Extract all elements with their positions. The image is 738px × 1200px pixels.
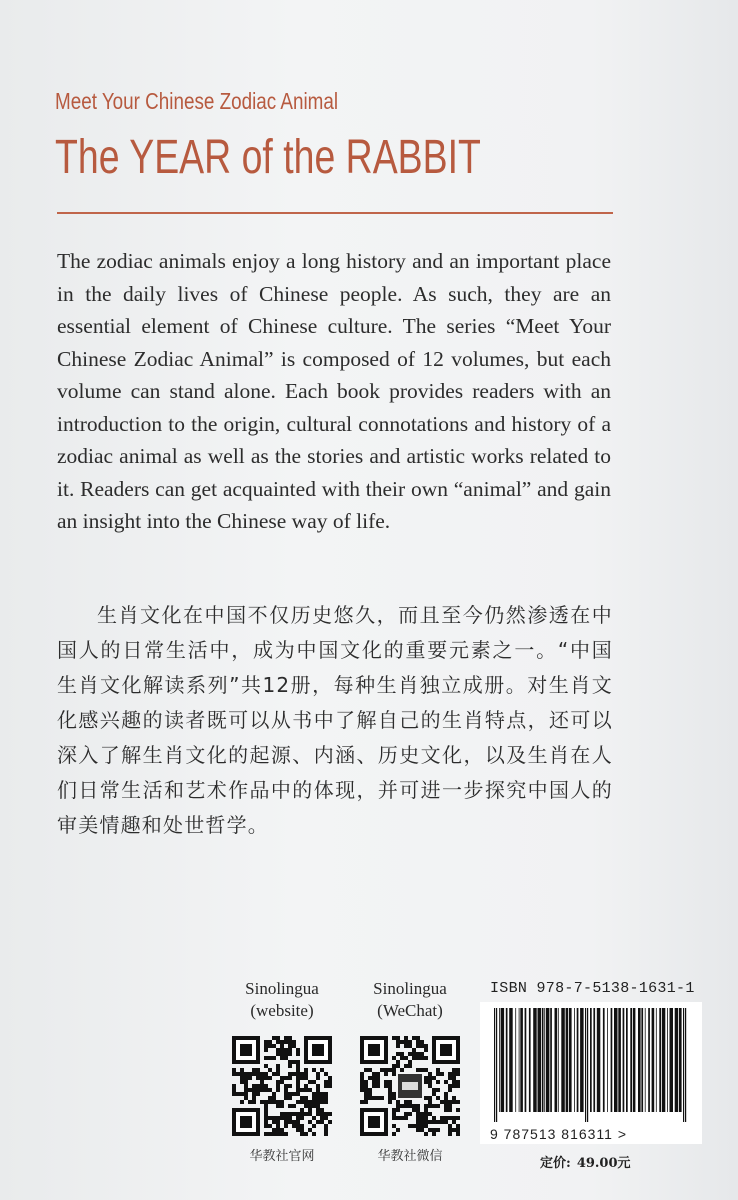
isbn-number: ISBN 978-7-5138-1631-1 [490,980,695,997]
barcode-area [480,1002,702,1144]
qr-wechat-sub: (WeChat) [377,1001,443,1020]
qr-wechat-name: Sinolingua [373,979,447,998]
title-divider [57,212,613,214]
qr-website-sub: (website) [250,1001,314,1020]
price-label: 定价: [540,1156,571,1171]
qr-website-name: Sinolingua [245,979,319,998]
english-description: The zodiac animals enjoy a long history and an important place in the daily lives of Chinese people. As such, they are an essential element of Chinese culture. The series “Meet Your Chinese Zodiac Animal” is composed of 12 volumes, but each volume can stand alone. Each book provides readers with an introduction to the origin, cultural connotations and history of a zodiac animal as well as the stories and artistic works related to it. Readers can get acquainted with their own “animal” and gain an insight into the Chinese way of life. [57,249,611,533]
qr-website-caption: 华教社官网 [249,1149,315,1164]
price-value: 49.00元 [576,1156,631,1171]
book-title: The YEAR of the RABBIT [55,131,481,184]
qr-code-icon [232,1036,332,1136]
qr-wechat-caption: 华教社微信 [377,1149,443,1164]
qr-block-website [222,978,342,1168]
barcode-icon [480,1002,702,1124]
qr-code-icon [360,1036,460,1136]
barcode-digits: 9 787513 816311 > [490,1126,628,1142]
price-line [540,1152,631,1171]
chinese-description: 生肖文化在中国不仅历史悠久，而且至今仍然渗透在中国人的日常生活中，成为中国文化的重要元素之一。“中国生肖文化解读系列”共12册，每种生肖独立成册。对生肖文化感兴趣的读者既可以从书中了解自己的生肖特点，还可以深入了解生肖文化的起源、内涵、历史文化，以及生肖在人们日常生活和艺术作品中的体现，并可进一步探究中国人的审美情趣和处世哲学。 [57,603,613,837]
series-title: Meet Your Chinese Zodiac Animal [55,88,339,114]
qr-block-wechat [350,978,470,1168]
